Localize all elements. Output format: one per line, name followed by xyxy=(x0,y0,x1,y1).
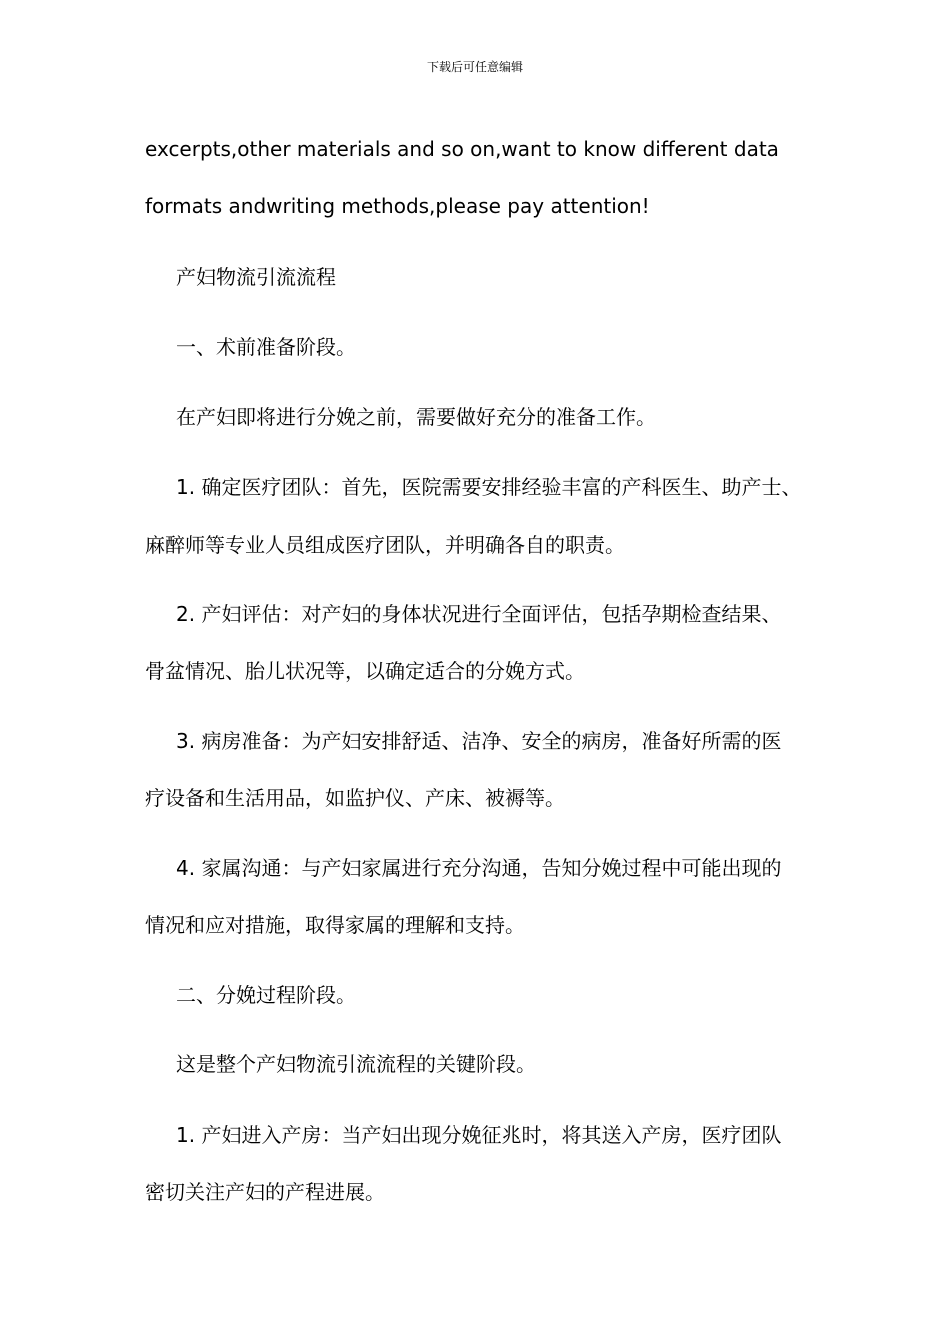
list-item-continuation: 麻醉师等专业人员组成医疗团队，并明确各自的职责。 xyxy=(145,533,625,557)
list-item-continuation: 骨盆情况、胎儿状况等，以确定适合的分娩方式。 xyxy=(145,659,585,683)
text-line: formats andwriting methods,please pay attention! xyxy=(145,194,650,218)
paragraph: 在产妇即将进行分娩之前，需要做好充分的准备工作。 xyxy=(176,405,656,429)
list-item-continuation: 密切关注产妇的产程进展。 xyxy=(145,1180,385,1204)
list-item: 1. 确定医疗团队：首先，医院需要安排经验丰富的产科医生、助产士、 xyxy=(176,475,802,499)
document-title: 产妇物流引流流程 xyxy=(176,265,336,289)
section-heading: 一、术前准备阶段。 xyxy=(176,335,356,359)
list-item: 3. 病房准备：为产妇安排舒适、洁净、安全的病房，准备好所需的医 xyxy=(176,729,782,753)
list-item-continuation: 疗设备和生活用品，如监护仪、产床、被褥等。 xyxy=(145,786,565,810)
section-heading: 二、分娩过程阶段。 xyxy=(176,983,356,1007)
list-item: 2. 产妇评估：对产妇的身体状况进行全面评估，包括孕期检查结果、 xyxy=(176,602,782,626)
list-item: 1. 产妇进入产房：当产妇出现分娩征兆时，将其送入产房，医疗团队 xyxy=(176,1123,782,1147)
text-line: excerpts,other materials and so on,want to know different data xyxy=(145,137,779,161)
list-item: 4. 家属沟通：与产妇家属进行充分沟通，告知分娩过程中可能出现的 xyxy=(176,856,782,880)
list-item-continuation: 情况和应对措施，取得家属的理解和支持。 xyxy=(145,913,525,937)
page-header: 下载后可任意编辑 xyxy=(426,60,523,74)
paragraph: 这是整个产妇物流引流流程的关键阶段。 xyxy=(176,1052,536,1076)
